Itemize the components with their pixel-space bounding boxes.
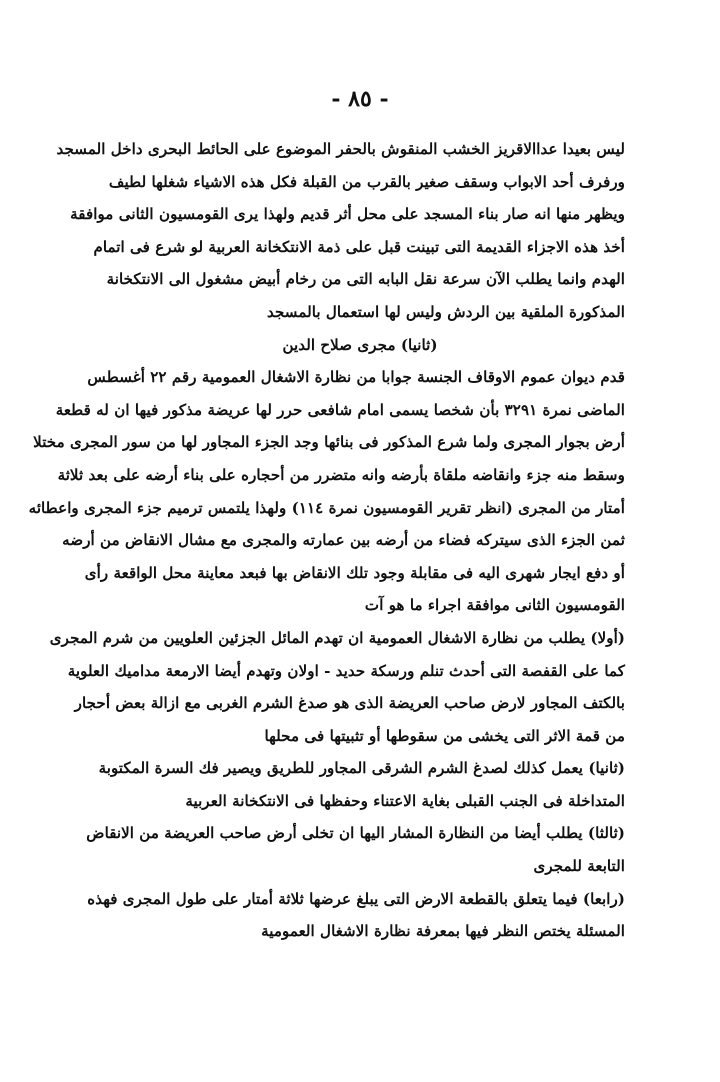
text-line: (رابعا) فيما يتعلق بالقطعة الارض التى يبلغ عرضها ثلاثة أمتار على طول المجرى فهذه bbox=[87, 889, 625, 908]
text-line: الماضى نمرة ٣٢٩١ بأن شخصا يسمى امام شافعى حرر لها عريضة مذكور فيها ان له قطعة bbox=[55, 400, 625, 419]
text-line: أمتار من المجرى (انظر تقرير القومسيون نمرة ١١٤) ولهذا يلتمس ترميم جزء المجرى واعطائه bbox=[28, 498, 625, 517]
text-line: كما على القفصة التى أحدث تنلم ورسكة حديد - اولان وتهدم أيضا الارمعة مداميك العلوية bbox=[67, 661, 625, 680]
text-line: (أولا) يطلب من نظارة الاشغال العمومية ان تهدم المائل الجزئين العلويين من شرم المجرى bbox=[49, 628, 625, 647]
text-line: بالكتف المجاور لارض صاحب العريضة الذى هو صدغ الشرم الغربى مع ازالة بعض أحجار bbox=[74, 694, 625, 713]
text-line: ليس بعيدا عداالاقريز الخشب المنقوش بالحفر الموضوع على الحائط البحرى داخل المسجد bbox=[56, 140, 625, 158]
text-line: القومسيون الثانى موافقة اجراء ما هو آت bbox=[364, 596, 625, 615]
page-number: - ٨٥ - bbox=[331, 86, 389, 112]
text-line: وسقط منه جزء وانقاضه ملقاة بأرضه وانه متضرر من أحجاره على بناء أرضه على بعد ثلاثة bbox=[57, 465, 625, 484]
text-line: أرض بجوار المجرى ولما شرع المذكور فى بنائها وجد الجزء المجاور لها من سور المجرى مختلا bbox=[33, 433, 625, 452]
text-line: ثمن الجزء الذى سيتركه فضاء من أرضه بين عمارته والمجرى مع مشال الانقاض من أرضه bbox=[62, 531, 625, 550]
section-heading: (ثانيا) مجرى صلاح الدين bbox=[282, 335, 438, 354]
text-line: قدم ديوان عموم الاوقاف الجنسة جوابا من نظارة الاشغال العمومية رقم ٢٢ أغسطس bbox=[87, 368, 625, 387]
text-line: المسئلة يختص النظر فيها بمعرفة نظارة الاشغال العمومية bbox=[261, 922, 625, 941]
body-text bbox=[28, 133, 625, 948]
text-line: من قمة الاثر التى يخشى من سقوطها أو تثبيتها فى محلها bbox=[264, 726, 625, 745]
text-line: ويظهر منها انه صار بناء المسجد على محل أثر قديم ولهذا يرى القومسيون الثانى موافقة bbox=[70, 205, 625, 224]
text-line: التابعة للمجرى bbox=[533, 857, 625, 876]
text-line: أخذ هذه الاجزاء القديمة التى تبينت قبل على ذمة الانتكخانة العربية لو شرع فى اتمام bbox=[93, 237, 625, 256]
text-line: المتداخلة فى الجنب القبلى بغاية الاعتناء وحفظها فى الانتكخانة العربية bbox=[185, 791, 625, 810]
text-line: المذكورة الملقية بين الردش وليس لها استعمال بالمسجد bbox=[267, 302, 625, 321]
text-line: الهدم وانما يطلب الآن سرعة نقل البابه التى من رخام أبيض مشغول الى الانتكخانة bbox=[106, 270, 625, 289]
text-line: (ثانيا) يعمل كذلك لصدغ الشرم الشرقى المجاور للطريق ويصير فك السرة المكتوبة bbox=[98, 759, 625, 778]
text-line: ورفرف أحد الابواب وسقف صغير بالقرب من القبلة فكل هذه الاشياء شغلها لطيف bbox=[108, 172, 625, 191]
text-line: أو دفع ايجار شهرى اليه فى مقابلة وجود تلك الانقاض بها فبعد معاينة محل الواقعة رأى bbox=[84, 563, 625, 582]
text-line: (ثالثا) يطلب أيضا من النظارة المشار اليها ان تخلى أرض صاحب العريضة من الانقاض bbox=[86, 824, 625, 843]
